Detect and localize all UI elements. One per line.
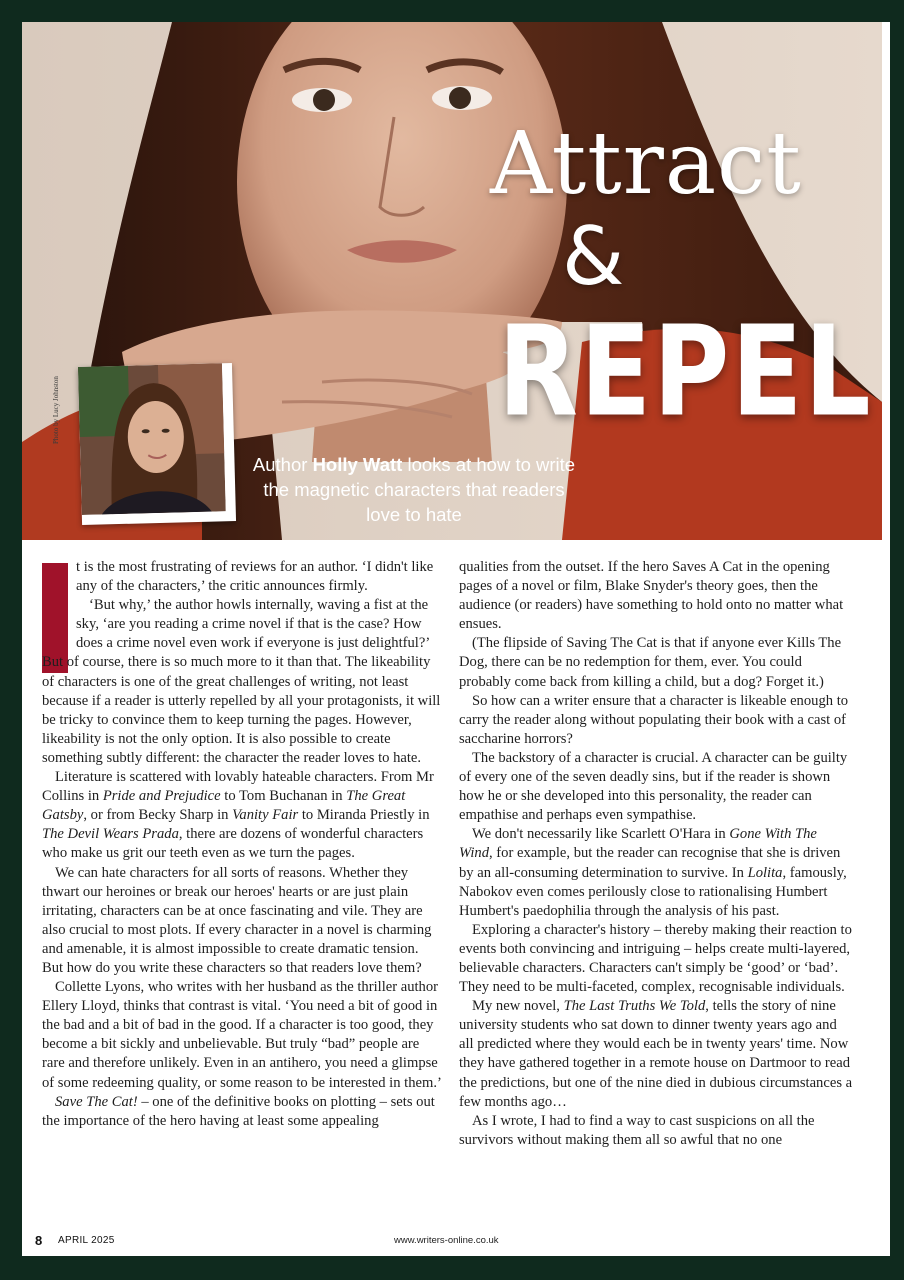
standfirst-prefix: Author <box>252 454 308 475</box>
paragraph: Save The Cat! – one of the definitive books on plotting – sets out the importance of the hero having at least some appealing <box>42 1093 435 1129</box>
paragraph: We can hate characters for all sorts of reasons. Whether they thwart our heroines or break our heroes' hearts or are just plain irritating, characters can be at once fascinating and vile. They are also crucial to most plots. If every character in a novel is charming and amenable, it is almost impossible to create dramatic tension. But how do you write these characters so that readers love them? <box>42 864 432 976</box>
article-column-2 <box>459 558 854 1150</box>
issue-date: APRIL 2025 <box>58 1235 115 1246</box>
photo-credit: Photo by Lucy Johnston <box>52 376 60 444</box>
paragraph: So how can a writer ensure that a character is likeable enough to carry the reader along without populating their book with a cast of saccharine horrors? <box>459 692 849 747</box>
book-title: The Devil Wears Prada <box>42 826 179 843</box>
paragraph: Collette Lyons, who writes with her husband as the thriller author Ellery Lloyd, thinks that contrast is vital. ‘You need a bit of good in the bad and a bit of bad in the good. If a character is too good, they become a bit sickly and unbelievable. But truly “bad” people are rare and therefore unlikely. Even in an antihero, you need a glimpse of some redeeming quality, or some reason to be interested in them.’ <box>42 979 442 1091</box>
paragraph: Exploring a character's history – thereby making their reaction to events both convincing and intriguing – helps create multi-layered, believable characters. Characters can't simply be ‘good’ or ‘bad’. They need to be multi-faceted, complex, recognisable individuals. <box>459 921 852 996</box>
headline-attract: Attract <box>490 114 802 214</box>
book-title: Pride and Prejudice <box>102 788 221 805</box>
book-title: The Last Truths We Told <box>563 998 706 1015</box>
book-title: Lolita <box>747 864 783 881</box>
paragraph: t is the most frustrating of reviews for an author. ‘I didn't like any of the characters,’ the critic announces firmly. <box>76 559 434 595</box>
hero-image <box>22 22 882 540</box>
website-url: www.writers-online.co.uk <box>394 1235 499 1246</box>
paragraph: We don't necessarily like Scarlett O'Hara in Gone With The Wind, for example, but the reader can recognise that she is driven by an all-consuming determination to survive. In Lolita, famously, Nabokov even comes perilously close to rationalising Humbert Humbert's paedophilia through the analysis of his past. <box>459 826 847 919</box>
article-column-1 <box>42 558 442 1131</box>
paragraph: qualities from the outset. If the hero Saves A Cat in the opening pages of a novel or film, Blake Snyder's theory goes, then the audience (or readers) have something to hold onto no matter what ensues. <box>459 559 844 633</box>
paragraph: ‘But why,’ the author howls internally, waving a fist at the sky, ‘are you reading a crime novel if that is the case? How does a crime novel even work if everyone is just delightful?’ <box>76 597 431 652</box>
headline-ampersand: & <box>562 210 625 303</box>
magazine-page <box>22 22 890 1256</box>
paragraph: (The flipside of Saving The Cat is that if anyone ever Kills The Dog, there can be no redemption for them, ever. You could probably come back from killing a child, but a dog? Forget it.) <box>459 635 842 690</box>
page-footer <box>22 1230 890 1256</box>
page-number: 8 <box>35 1233 43 1248</box>
standfirst-suffix: looks at how to write the magnetic characters that readers love to hate <box>263 454 576 525</box>
paragraph: My new novel, The Last Truths We Told, tells the story of nine university students who sat down to dinner twenty years ago and all predicted where they would each be in twenty years' time. Now they have gathered together in a remote house on Dartmoor to read the predictions, but one of the nine died in dubious circumstances a few months ago… <box>459 998 853 1110</box>
paragraph: Literature is scattered with lovably hateable characters. From Mr Collins in Pride and Prejudice to Tom Buchanan in The Great Gatsby, or from Becky Sharp in Vanity Fair to Miranda Priestly in The Devil Wears Prada, there are dozens of wonderful characters who make us grit our teeth even as we turn the pages. <box>42 769 434 862</box>
headline-repel: REPEL <box>498 298 873 445</box>
author-photo <box>78 363 236 525</box>
book-title: Save The Cat! <box>55 1093 138 1110</box>
paragraph: As I wrote, I had to find a way to cast suspicions on all the survivors without making them all so awful that no one <box>459 1112 815 1148</box>
paragraph: The backstory of a character is crucial. A character can be guilty of every one of the seven deadly sins, but if the reader is shown how he or she developed into this personality, the reader can empathise and perhaps even sympathise. <box>459 749 848 824</box>
paragraph: But of course, there is so much more to it than that. The likeability of characters is one of the great challenges of writing, not least because if a reader is utterly repelled by all your protagonists, it will be tricky to convince them to keep turning the pages. However, likeability is not the only option. It is also possible to create something subtly different: the character the reader loves to hate. <box>42 654 441 766</box>
book-title: The Great Gatsby <box>42 788 406 824</box>
book-title: Vanity Fair <box>232 807 299 824</box>
author-name: Holly Watt <box>312 454 403 475</box>
standfirst <box>248 452 580 527</box>
author-portrait-image <box>78 363 226 515</box>
book-title: Gone With The Wind <box>459 826 817 862</box>
